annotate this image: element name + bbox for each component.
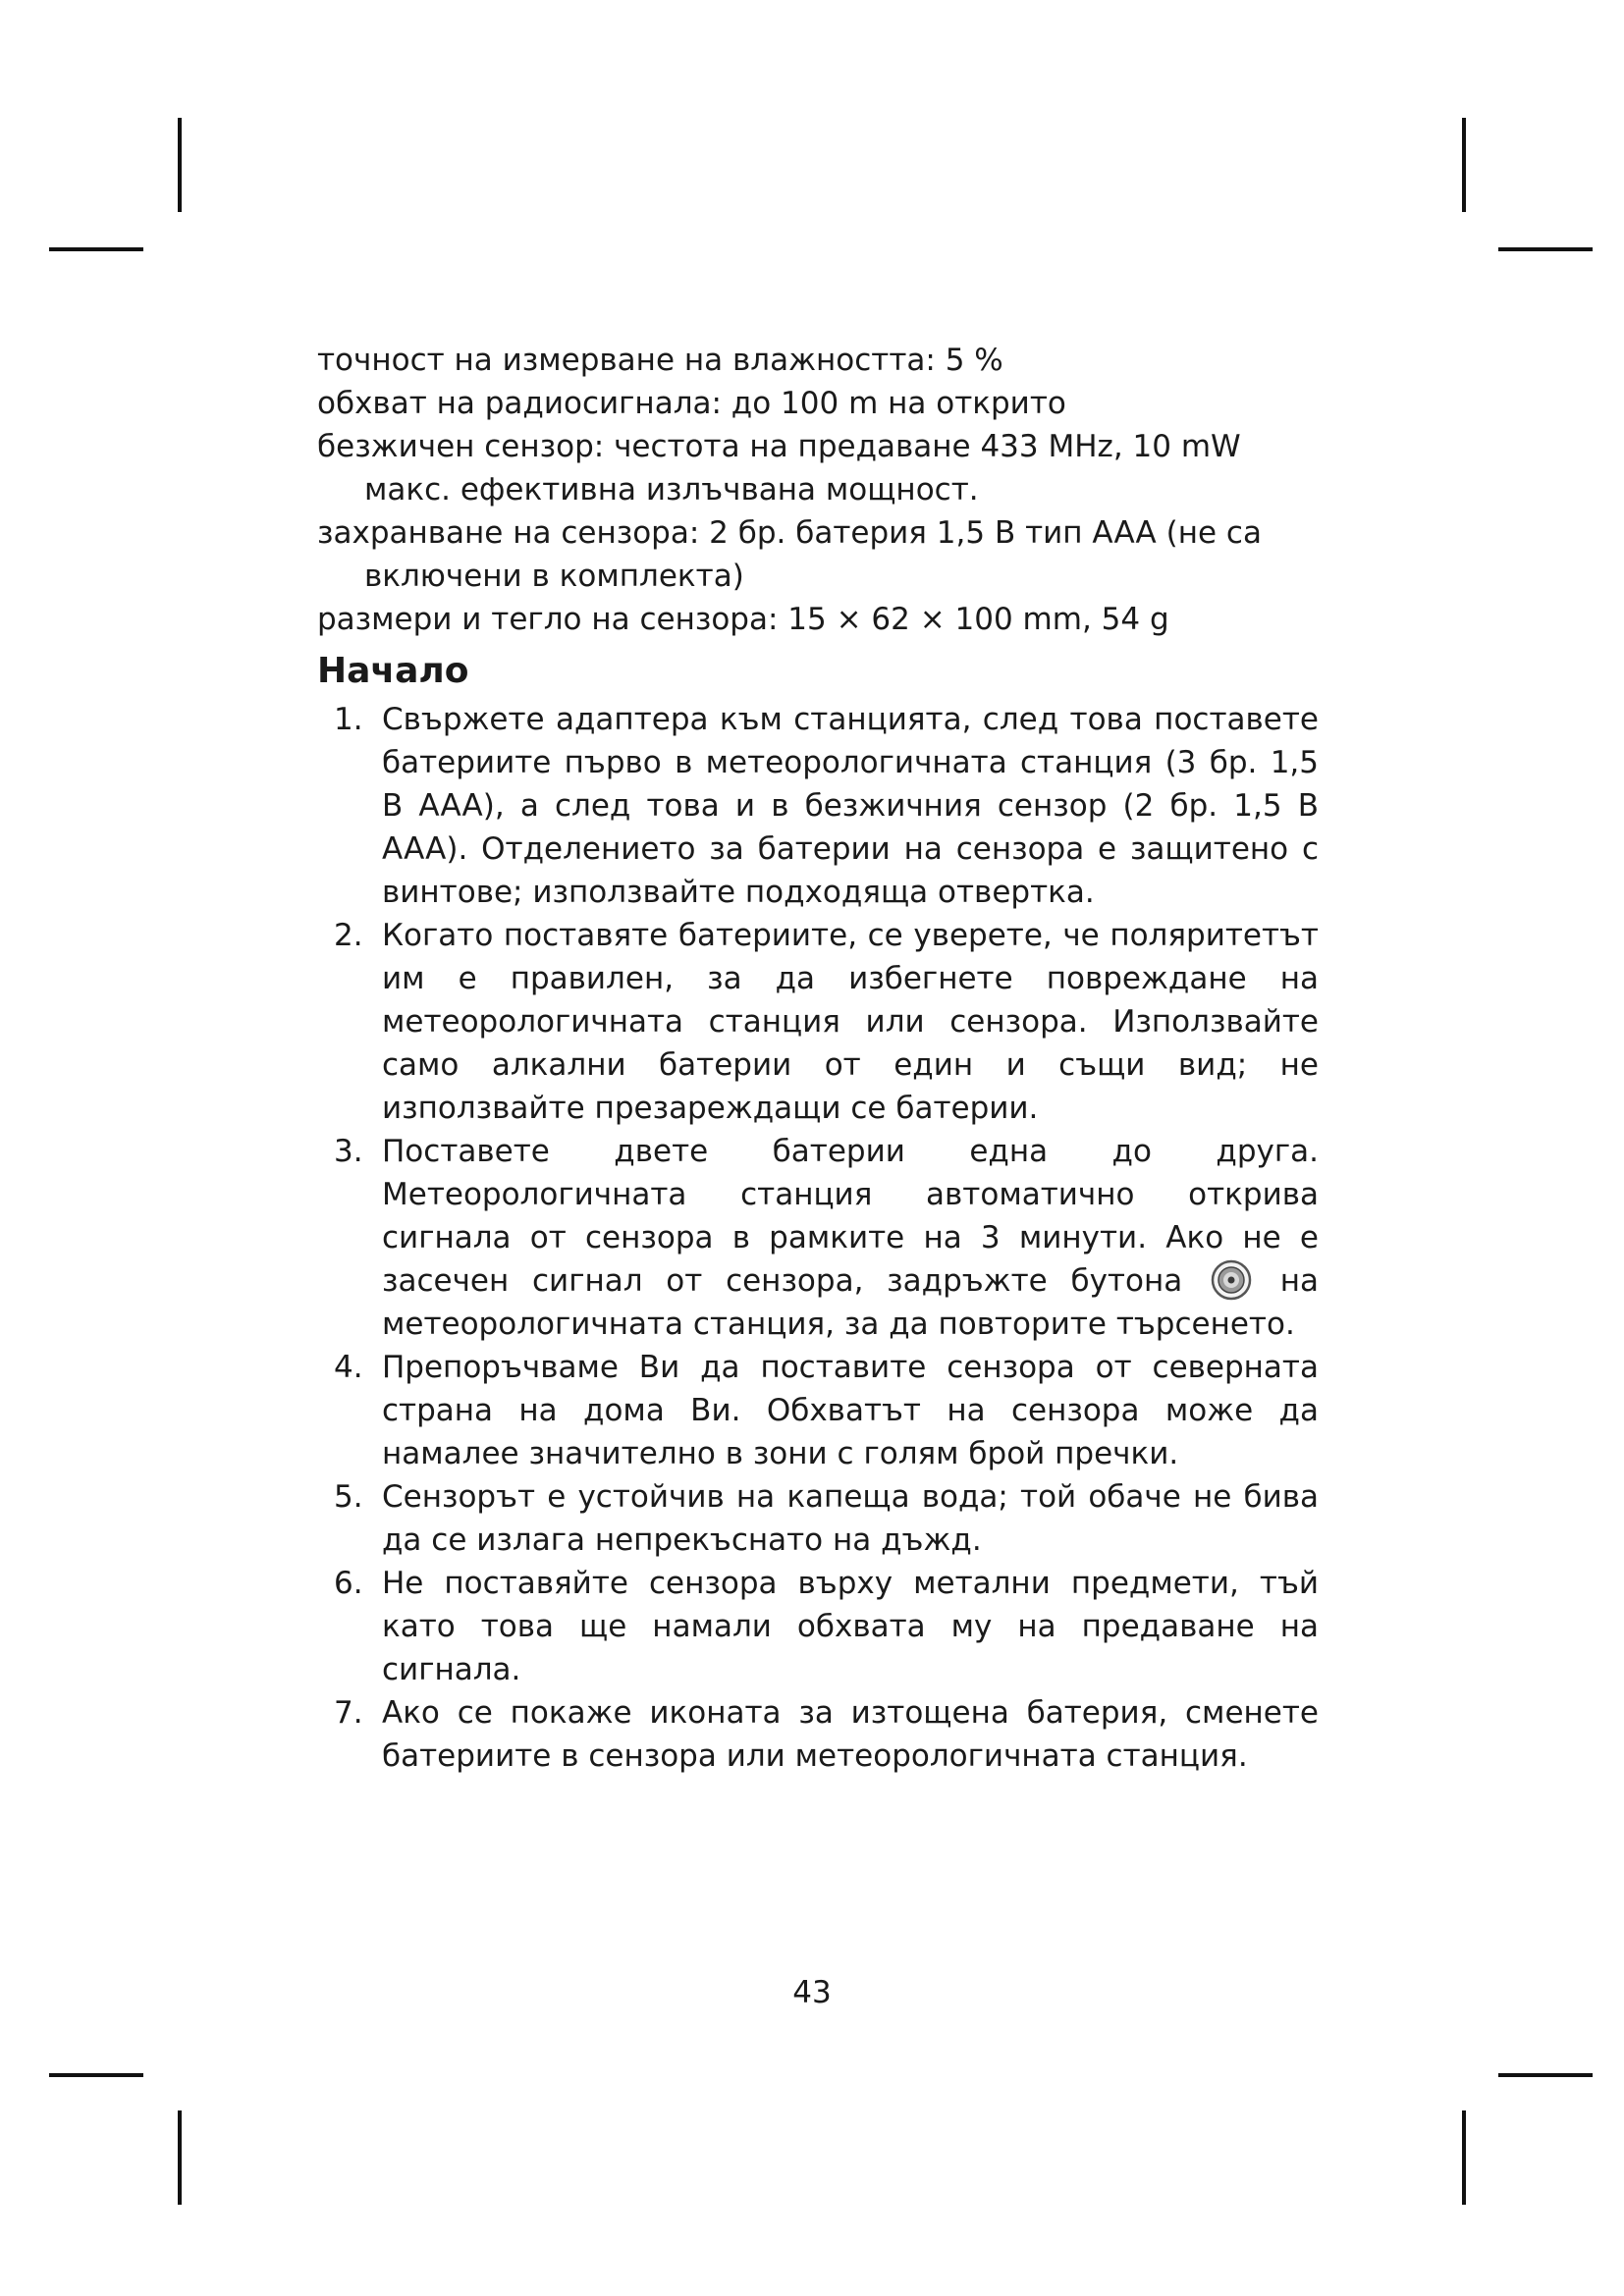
spec-humidity-accuracy: точност на измерване на влажността: 5 % <box>317 343 1003 378</box>
step-text: Ако се покаже иконата за изтощена батерия, сменете батериите в сензора или метеорологичната станция. <box>382 1695 1319 1774</box>
crop-mark-bottom-right-vertical <box>1462 2110 1466 2205</box>
spec-sensor-power: захранване на сензора: 2 бр. батерия 1,5 В тип AAA (не са включени в комплекта) <box>317 515 1262 594</box>
spec-wireless-sensor: безжичен сензор: честота на предаване 433 MHz, 10 mW макс. ефективна излъчвана мощност. <box>317 429 1241 507</box>
step-text-before-icon: Поставете двете батерии една до друга. Метеорологичната станция автоматично открива сигнала от сензора в рамките на 3 минути. Ако не е засечен сигнал от сензора, задръжте бутона <box>382 1134 1319 1299</box>
spec-radio-range: обхват на радиосигнала: до 100 m на открито <box>317 386 1066 421</box>
crop-mark-top-left-vertical <box>178 118 182 212</box>
crop-mark-bottom-left-vertical <box>178 2110 182 2205</box>
step-number: 4. <box>334 1350 363 1385</box>
crop-mark-top-left-horizontal <box>49 247 143 251</box>
step-number: 6. <box>334 1566 363 1601</box>
crop-mark-top-right-vertical <box>1462 118 1466 212</box>
step-item <box>317 698 1319 914</box>
crop-mark-bottom-left-horizontal <box>49 2073 143 2077</box>
page-number: 43 <box>792 1975 832 2010</box>
step-text: Препоръчваме Ви да поставите сензора от северната страна на дома Ви. Обхватът на сензора може да намалее значително в зони с голям брой пречки. <box>382 1350 1319 1471</box>
sensor-search-button-icon <box>1210 1258 1253 1302</box>
step-text: Свържете адаптера към станцията, след това поставете батериите първо в метеорологичната станция (3 бр. 1,5 В AAA), а след това и в безжичния сензор (2 бр. 1,5 В AAA). Отделението за батерии на сензора е защитено с винтове; използвайте подходяща отвертка. <box>382 702 1319 910</box>
step-number: 2. <box>334 918 363 953</box>
step-number: 1. <box>334 702 363 737</box>
step-text: Сензорът е устойчив на капеща вода; той обаче не бива да се излага непрекъснато на дъжд. <box>382 1479 1319 1558</box>
step-number: 3. <box>334 1134 363 1169</box>
specifications-list <box>317 339 1319 641</box>
step-number: 7. <box>334 1695 363 1731</box>
step-text-after-icon: на метеорологичната станция, за да повторите търсенето. <box>382 1263 1319 1342</box>
step-number: 5. <box>334 1479 363 1515</box>
spec-sensor-dimensions: размери и тегло на сензора: 15 × 62 × 100 mm, 54 g <box>317 602 1169 637</box>
crop-mark-bottom-right-horizontal <box>1498 2073 1593 2077</box>
step-text: Не поставяйте сензора върху метални предмети, тъй като това ще намали обхвата му на предаване на сигнала. <box>382 1566 1319 1687</box>
step-item <box>317 1346 1319 1475</box>
step-item <box>317 1562 1319 1691</box>
step-item <box>317 1475 1319 1562</box>
page-content <box>317 339 1319 1778</box>
section-title: Начало <box>317 651 469 691</box>
step-item <box>317 1691 1319 1778</box>
step-item <box>317 1130 1319 1346</box>
step-text: Когато поставяте батериите, се уверете, че поляритетът им е правилен, за да избегнете повреждане на метеорологичната станция или сензора. Използвайте само алкални батерии от един и същи вид; не използвайте презареждащи се батерии. <box>382 918 1319 1126</box>
step-item <box>317 914 1319 1130</box>
getting-started-steps <box>317 698 1319 1778</box>
crop-mark-top-right-horizontal <box>1498 247 1593 251</box>
